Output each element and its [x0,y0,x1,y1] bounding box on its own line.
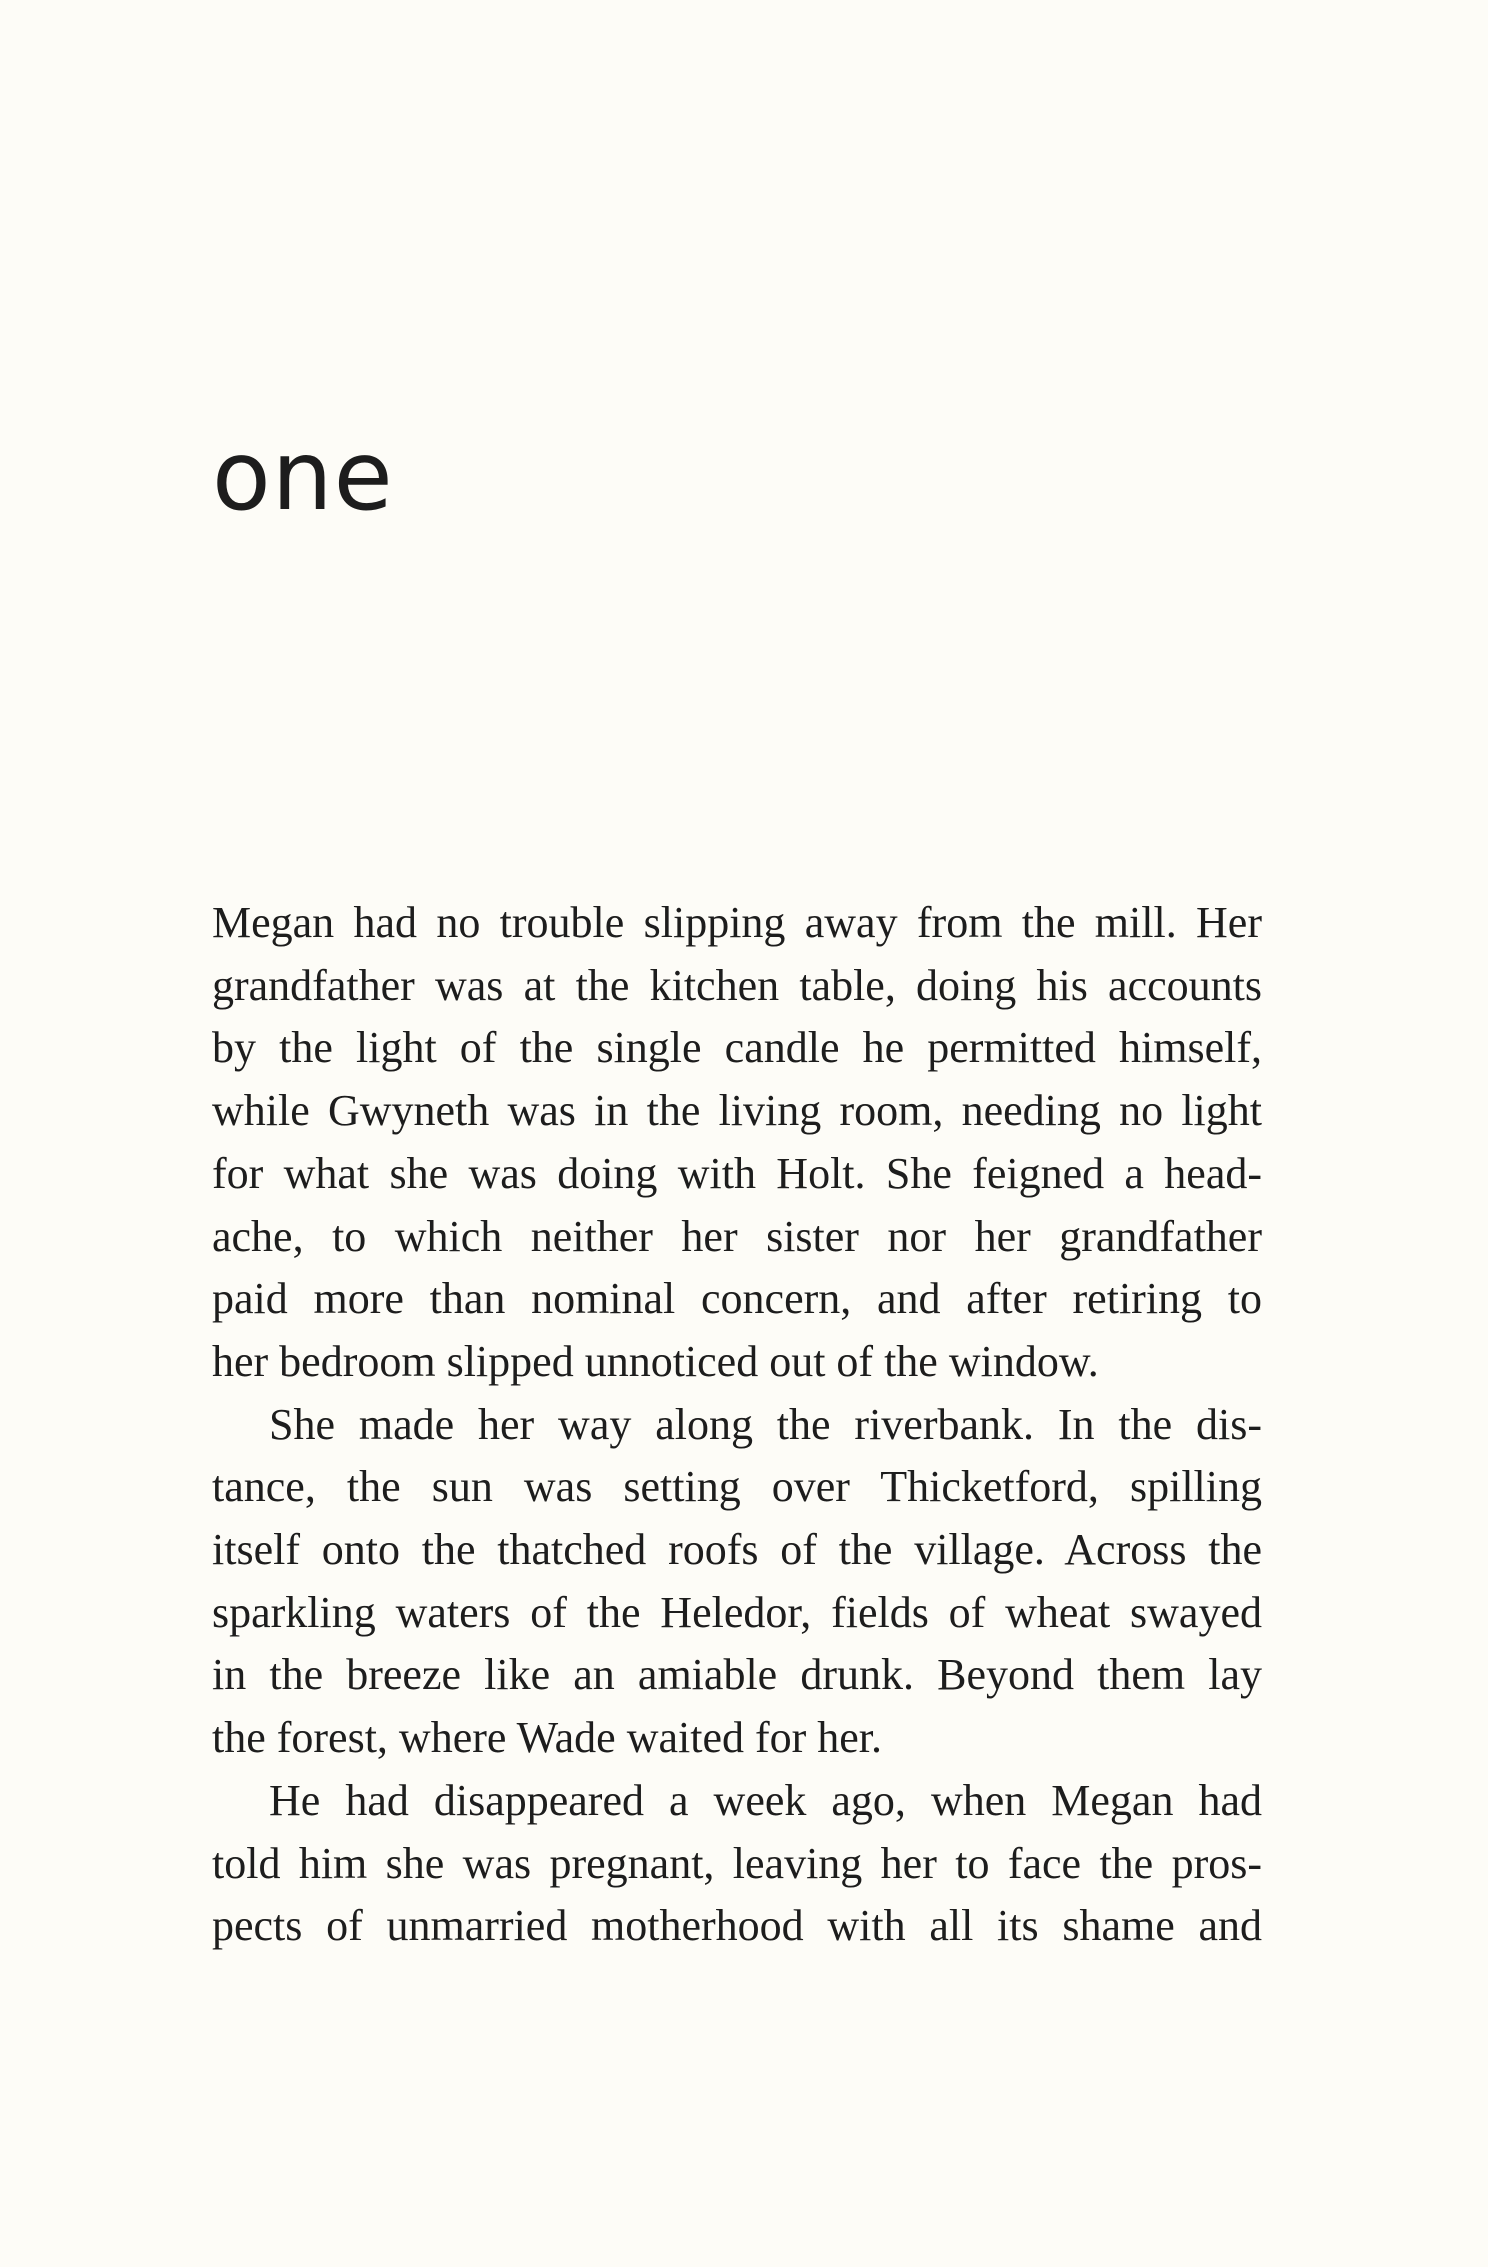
text-line: sparkling waters of the Heledor, fields of wheat swayed [212,1587,1262,1637]
text-line: paid more than nominal concern, and after retiring to [212,1274,1262,1324]
chapter-title: one [212,420,394,532]
text-line: for what she was doing with Holt. She feigned a head- [212,1148,1262,1198]
paragraph-1 [212,892,1262,1394]
text-line: grandfather was at the kitchen table, doing his accounts [212,960,1262,1010]
text-line: told him she was pregnant, leaving her to face the pros- [212,1838,1262,1888]
text-line: pects of unmarried motherhood with all its shame and [212,1901,1262,1951]
text-line: He had disappeared a week ago, when Megan had [269,1775,1262,1825]
text-line: ache, to which neither her sister nor her grandfather [212,1211,1262,1261]
text-line: She made her way along the riverbank. In the dis- [269,1399,1262,1449]
paragraph-2 [212,1394,1262,1770]
text-line: the forest, where Wade waited for her. [212,1713,883,1763]
text-line: Megan had no trouble slipping away from the mill. Her [212,898,1262,947]
paragraph-3 [212,1770,1262,1958]
text-line: tance, the sun was setting over Thicketford, spilling [212,1462,1262,1512]
text-line: in the breeze like an amiable drunk. Beyond them lay [212,1650,1262,1700]
chapter-body [212,892,1262,1958]
text-line: by the light of the single candle he permitted himself, [212,1023,1262,1073]
text-line: itself onto the thatched roofs of the village. Across the [212,1525,1262,1575]
text-line: while Gwyneth was in the living room, needing no light [212,1086,1262,1136]
text-line: her bedroom slipped unnoticed out of the window. [212,1336,1099,1386]
